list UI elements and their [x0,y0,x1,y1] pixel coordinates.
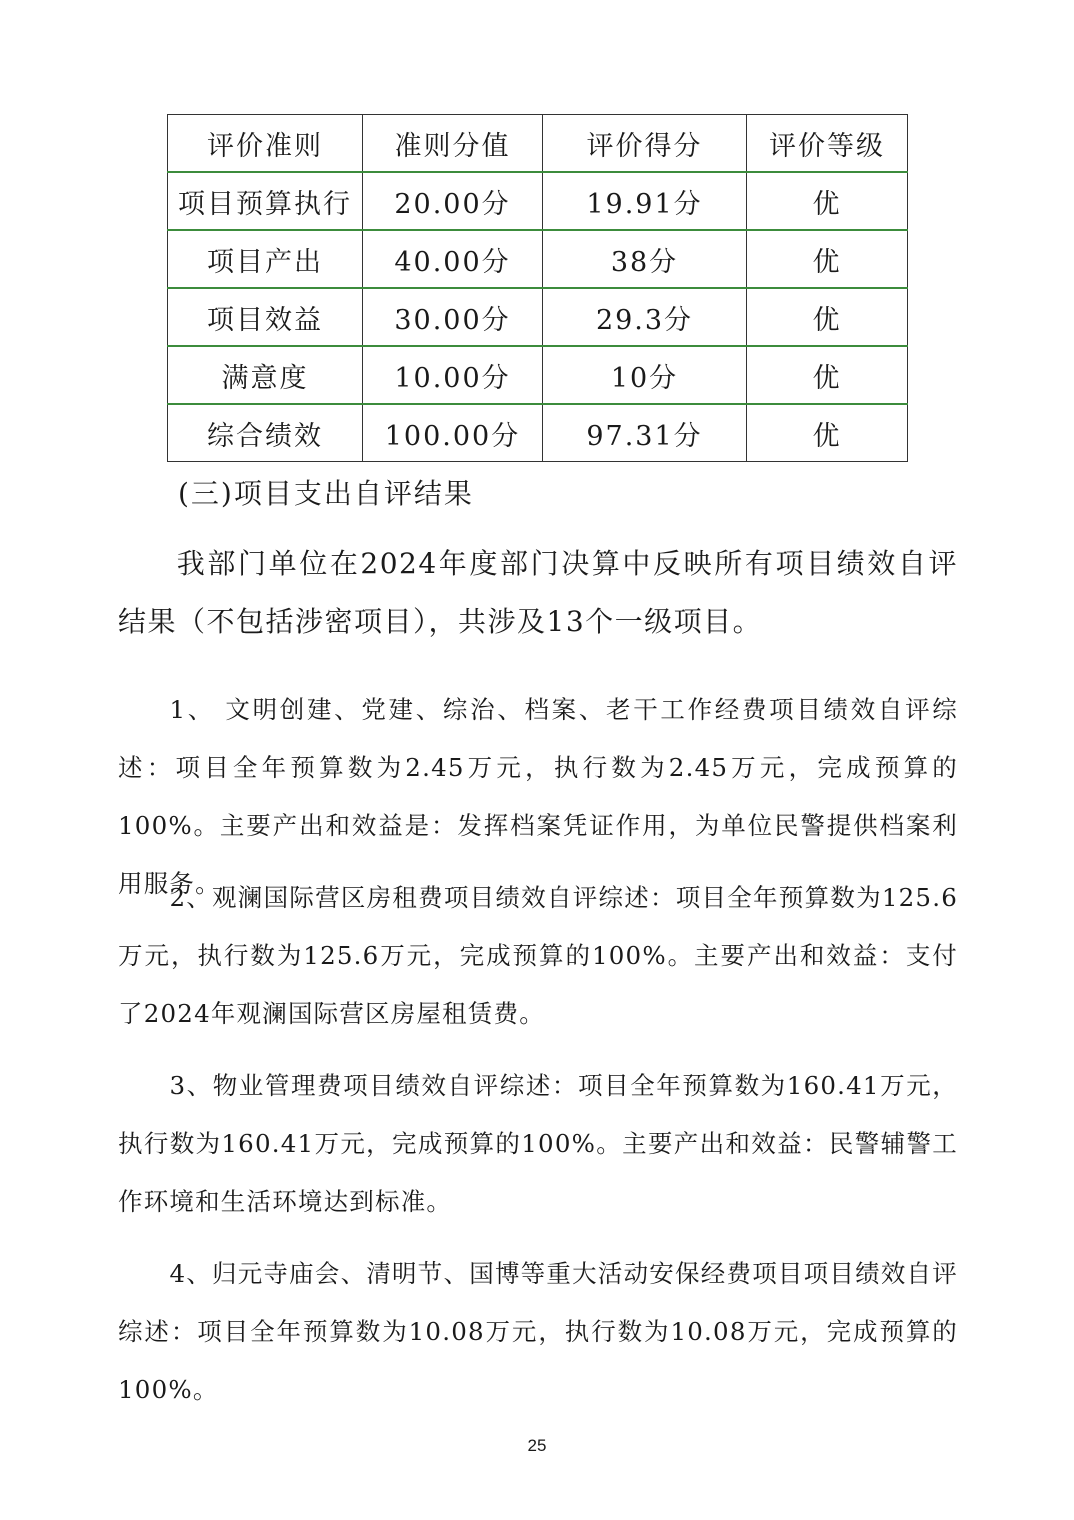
cell-criteria-score: 20.00分 [363,172,543,230]
table-row [168,404,908,462]
cell-criteria-score: 100.00分 [363,404,543,462]
cell-criteria: 综合绩效 [168,404,363,462]
project-summary-item-3: 3、物业管理费项目绩效自评综述：项目全年预算数为160.41万元，执行数为160.41万元，完成预算的100%。主要产出和效益：民警辅警工作环境和生活环境达到标准。 [118,1071,958,1216]
table-row [168,172,908,230]
evaluation-score-table [167,114,908,462]
cell-evaluation-score: 38分 [543,230,747,288]
cell-evaluation-grade: 优 [747,172,908,230]
cell-criteria: 项目效益 [168,288,363,346]
header-criteria-score: 准则分值 [363,115,543,173]
cell-criteria: 满意度 [168,346,363,404]
project-summary-item-2: 2、观澜国际营区房租费项目绩效自评综述：项目全年预算数为125.6万元，执行数为125.6万元，完成预算的100%。主要产出和效益：支付了2024年观澜国际营区房屋租赁费。 [118,883,958,1028]
cell-criteria: 项目产出 [168,230,363,288]
table-header-row [168,115,908,173]
intro-paragraph: 我部门单位在2024年度部门决算中反映所有项目绩效自评结果（不包括涉密项目），共涉及13个一级项目。 [118,547,958,638]
project-summary-item-1: 1、 文明创建、党建、综治、档案、老干工作经费项目绩效自评综述：项目全年预算数为2.45万元，执行数为2.45万元，完成预算的100%。主要产出和效益是：发挥档案凭证作用，为单位民警提供档案利用服务。 [118,695,958,898]
cell-evaluation-grade: 优 [747,288,908,346]
cell-evaluation-score: 97.31分 [543,404,747,462]
section-heading: (三)项目支出自评结果 [178,477,474,510]
project-summary-item-4: 4、归元寺庙会、清明节、国博等重大活动安保经费项目项目绩效自评综述：项目全年预算数为10.08万元，执行数为10.08万元，完成预算的100%。 [118,1259,958,1404]
cell-criteria-score: 10.00分 [363,346,543,404]
cell-evaluation-score: 19.91分 [543,172,747,230]
cell-evaluation-score: 10分 [543,346,747,404]
header-evaluation-score: 评价得分 [543,115,747,173]
table-row [168,288,908,346]
table-row [168,230,908,288]
header-criteria: 评价准则 [168,115,363,173]
cell-criteria-score: 40.00分 [363,230,543,288]
table-row [168,346,908,404]
cell-criteria: 项目预算执行 [168,172,363,230]
page-number: 25 [527,1436,547,1455]
cell-evaluation-grade: 优 [747,346,908,404]
header-evaluation-grade: 评价等级 [747,115,908,173]
cell-evaluation-grade: 优 [747,404,908,462]
cell-evaluation-score: 29.3分 [543,288,747,346]
cell-evaluation-grade: 优 [747,230,908,288]
cell-criteria-score: 30.00分 [363,288,543,346]
